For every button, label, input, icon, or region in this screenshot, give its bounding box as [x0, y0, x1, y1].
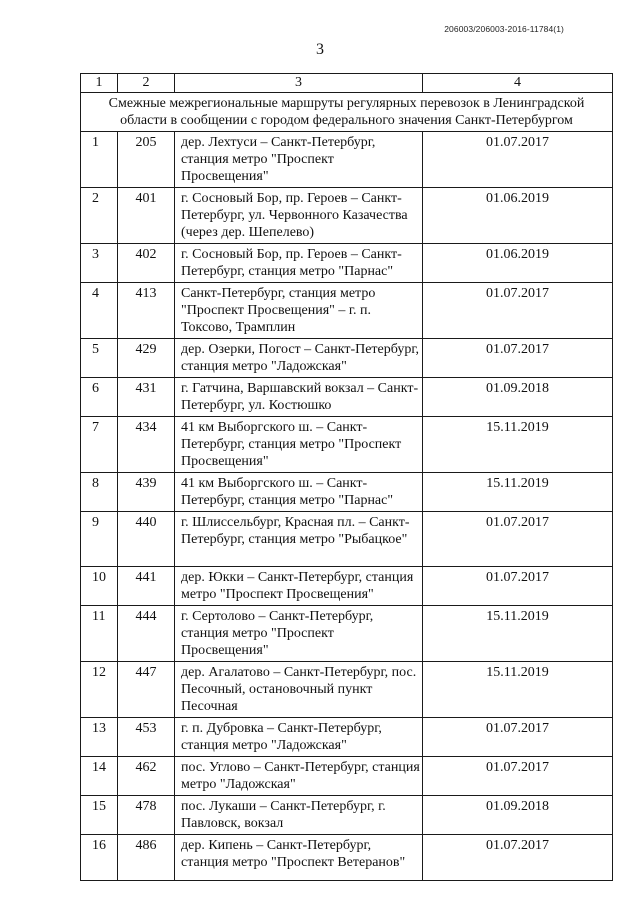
row-number: 2 — [81, 188, 118, 244]
row-number: 7 — [81, 417, 118, 473]
route-description: пос. Лукаши – Санкт-Петербург, г. Павловск, вокзал — [175, 796, 423, 835]
document-code: 206003/206003-2016-11784(1) — [444, 24, 564, 34]
header-col-4: 4 — [423, 74, 613, 93]
route-number: 205 — [118, 132, 175, 188]
route-description: г. Сертолово – Санкт-Петербург, станция метро "Проспект Просвещения" — [175, 606, 423, 662]
route-description: дер. Озерки, Погост – Санкт-Петербург, станция метро "Ладожская" — [175, 339, 423, 378]
section-row — [81, 93, 613, 132]
route-number: 440 — [118, 512, 175, 567]
start-date: 01.07.2017 — [423, 835, 613, 881]
header-col-3: 3 — [175, 74, 423, 93]
start-date: 01.07.2017 — [423, 132, 613, 188]
row-number: 8 — [81, 473, 118, 512]
row-number: 12 — [81, 662, 118, 718]
table-row — [81, 283, 613, 339]
route-description: дер. Лехтуси – Санкт-Петербург, станция метро "Проспект Просвещения" — [175, 132, 423, 188]
route-description: г. п. Дубровка – Санкт-Петербург, станция метро "Ладожская" — [175, 718, 423, 757]
start-date: 15.11.2019 — [423, 417, 613, 473]
route-description: дер. Агалатово – Санкт-Петербург, пос. Песочный, остановочный пункт Песочная — [175, 662, 423, 718]
start-date: 01.07.2017 — [423, 718, 613, 757]
table-row — [81, 757, 613, 796]
table-row — [81, 718, 613, 757]
start-date: 01.09.2018 — [423, 378, 613, 417]
header-row — [81, 74, 613, 93]
route-number: 453 — [118, 718, 175, 757]
start-date: 01.07.2017 — [423, 339, 613, 378]
start-date: 01.07.2017 — [423, 283, 613, 339]
route-description: г. Гатчина, Варшавский вокзал – Санкт-Петербург, ул. Костюшко — [175, 378, 423, 417]
start-date: 01.07.2017 — [423, 757, 613, 796]
start-date: 01.07.2017 — [423, 567, 613, 606]
table-row — [81, 244, 613, 283]
route-number: 447 — [118, 662, 175, 718]
route-description: г. Сосновый Бор, пр. Героев – Санкт-Петербург, станция метро "Парнас" — [175, 244, 423, 283]
start-date: 15.11.2019 — [423, 606, 613, 662]
start-date: 15.11.2019 — [423, 473, 613, 512]
row-number: 13 — [81, 718, 118, 757]
start-date: 01.06.2019 — [423, 188, 613, 244]
table-row — [81, 662, 613, 718]
route-number: 401 — [118, 188, 175, 244]
table-row — [81, 339, 613, 378]
row-number: 5 — [81, 339, 118, 378]
row-number: 4 — [81, 283, 118, 339]
route-number: 402 — [118, 244, 175, 283]
table-row — [81, 188, 613, 244]
route-description: г. Сосновый Бор, пр. Героев – Санкт-Петербург, ул. Червонного Казачества (через дер. Шепелево) — [175, 188, 423, 244]
route-description: 41 км Выборгского ш. – Санкт-Петербург, станция метро "Парнас" — [175, 473, 423, 512]
row-number: 9 — [81, 512, 118, 567]
row-number: 16 — [81, 835, 118, 881]
start-date: 15.11.2019 — [423, 662, 613, 718]
start-date: 01.07.2017 — [423, 512, 613, 567]
row-number: 6 — [81, 378, 118, 417]
row-number: 1 — [81, 132, 118, 188]
start-date: 01.09.2018 — [423, 796, 613, 835]
route-number: 486 — [118, 835, 175, 881]
route-number: 462 — [118, 757, 175, 796]
table-row — [81, 567, 613, 606]
route-description: пос. Углово – Санкт-Петербург, станция метро "Ладожская" — [175, 757, 423, 796]
route-number: 434 — [118, 417, 175, 473]
row-number: 15 — [81, 796, 118, 835]
page-number: 3 — [316, 41, 324, 58]
table-row — [81, 606, 613, 662]
routes-table — [80, 73, 613, 881]
table-row — [81, 473, 613, 512]
route-number: 429 — [118, 339, 175, 378]
section-title: Смежные межрегиональные маршруты регулярных перевозок в Ленинградской области в сообщении с городом федерального значения Санкт-Петербургом — [81, 93, 613, 132]
route-number: 444 — [118, 606, 175, 662]
table-row — [81, 132, 613, 188]
route-description: г. Шлиссельбург, Красная пл. – Санкт-Петербург, станция метро "Рыбацкое" — [175, 512, 423, 567]
row-number: 14 — [81, 757, 118, 796]
route-number: 439 — [118, 473, 175, 512]
header-col-2: 2 — [118, 74, 175, 93]
row-number: 10 — [81, 567, 118, 606]
route-number: 478 — [118, 796, 175, 835]
route-description: 41 км Выборгского ш. – Санкт-Петербург, станция метро "Проспект Просвещения" — [175, 417, 423, 473]
route-number: 441 — [118, 567, 175, 606]
route-description: дер. Кипень – Санкт-Петербург, станция метро "Проспект Ветеранов" — [175, 835, 423, 881]
table-row — [81, 796, 613, 835]
row-number: 11 — [81, 606, 118, 662]
route-description: Санкт-Петербург, станция метро "Проспект Просвещения" – г. п. Токсово, Трамплин — [175, 283, 423, 339]
header-col-1: 1 — [81, 74, 118, 93]
row-number: 3 — [81, 244, 118, 283]
table-row — [81, 378, 613, 417]
table-row — [81, 835, 613, 881]
table-row — [81, 417, 613, 473]
route-description: дер. Юкки – Санкт-Петербург, станция метро "Проспект Просвещения" — [175, 567, 423, 606]
route-number: 431 — [118, 378, 175, 417]
table-row — [81, 512, 613, 567]
route-number: 413 — [118, 283, 175, 339]
start-date: 01.06.2019 — [423, 244, 613, 283]
